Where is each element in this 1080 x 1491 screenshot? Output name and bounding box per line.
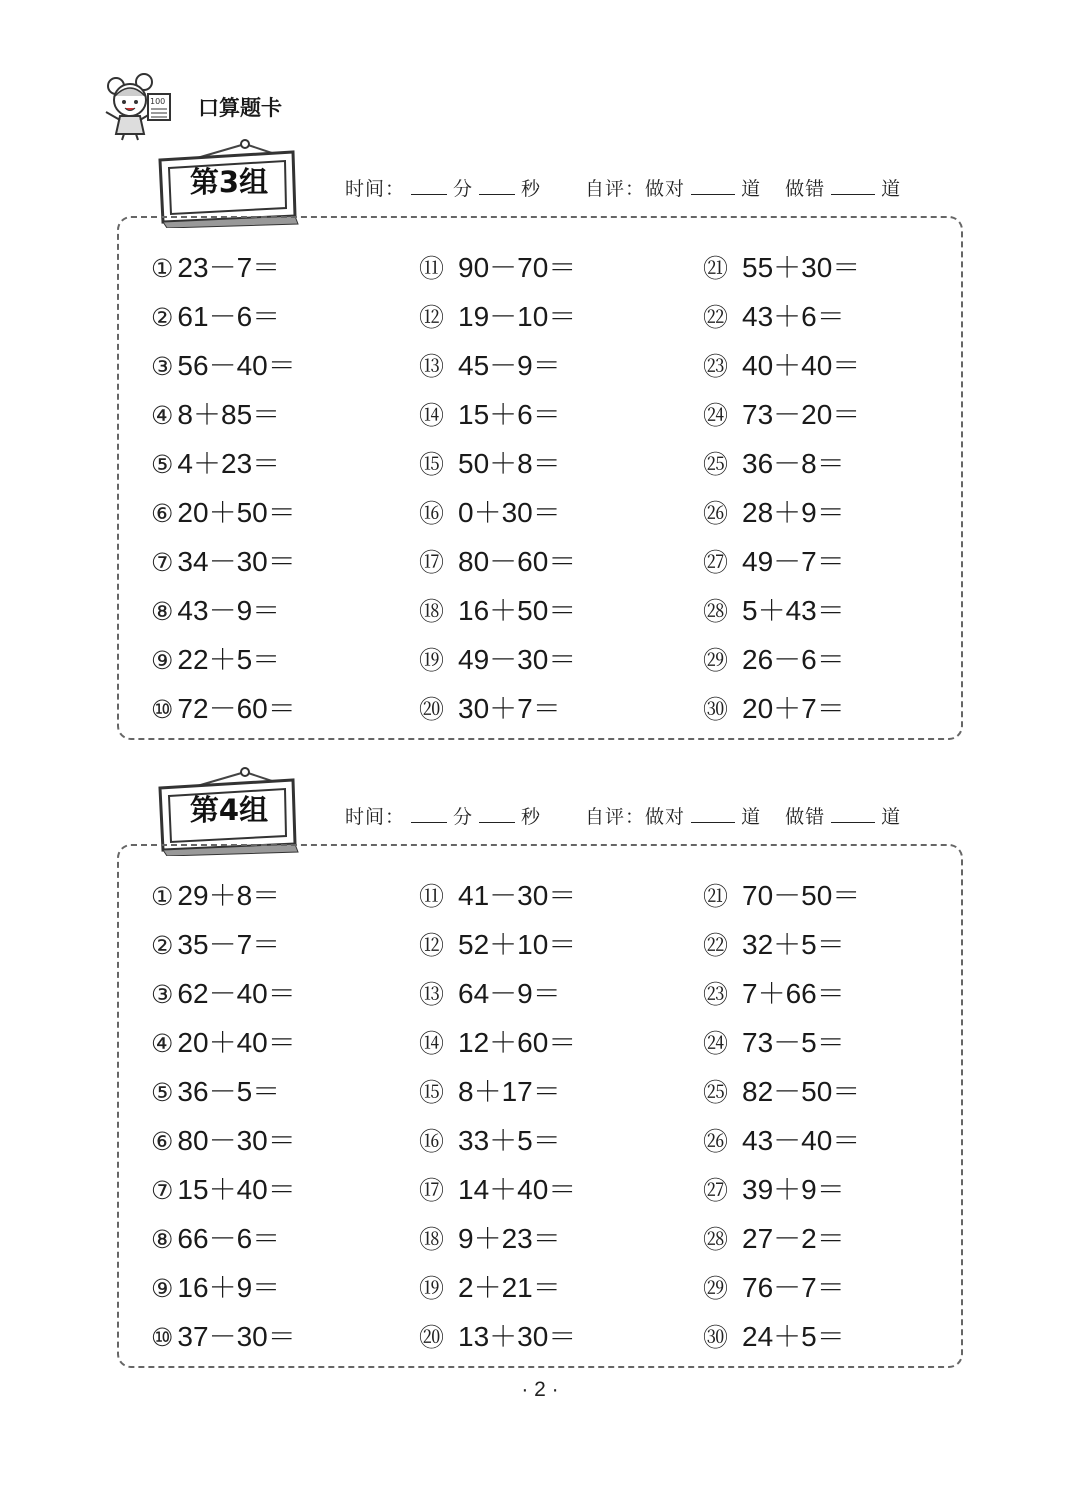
problem-item	[151, 689, 296, 738]
problem-expression: 82－50＝	[742, 1076, 861, 1107]
problem-expression: 45－9＝	[458, 350, 561, 381]
problem-expression: 49－7＝	[742, 546, 845, 577]
problem-number: ④	[151, 402, 174, 430]
problem-item	[151, 297, 296, 346]
problem-item	[151, 493, 296, 542]
problem-number: ⑧	[151, 598, 174, 626]
problem-expression: 36－8＝	[742, 448, 845, 479]
problem-expression: 36－5＝	[177, 1076, 281, 1107]
problem-number: ㉓	[703, 353, 729, 381]
problem-item	[151, 591, 296, 640]
problem-number: ⑩	[151, 696, 174, 724]
problem-expression: 40＋40＝	[742, 350, 861, 381]
problem-number: ⑥	[151, 1128, 174, 1156]
seconds-blank	[479, 180, 515, 195]
problem-expression: 12＋60＝	[458, 1027, 577, 1058]
girl-mascot-icon	[100, 72, 180, 142]
problem-item	[151, 1170, 296, 1219]
problem-number: ⑤	[151, 1079, 174, 1107]
problem-expression: 8＋17＝	[458, 1076, 561, 1107]
problem-item	[703, 346, 860, 395]
problem-number: ㉒	[703, 932, 729, 960]
seconds-label: 秒	[521, 178, 542, 200]
problem-item	[703, 395, 860, 444]
problem-item	[151, 876, 296, 925]
problem-item	[151, 974, 296, 1023]
book-title: 口算题卡	[198, 96, 282, 120]
problem-expression: 5＋43＝	[742, 595, 845, 626]
page-number: · 2 ·	[521, 1378, 559, 1401]
problem-number: ⑧	[151, 1226, 174, 1254]
problem-expression: 73－20＝	[742, 399, 861, 430]
time-label: 时间：	[345, 806, 406, 828]
problem-number: ⑤	[151, 451, 174, 479]
problem-expression: 33＋5＝	[458, 1125, 561, 1156]
problem-number: ⑮	[419, 451, 445, 479]
problem-item	[703, 925, 860, 974]
problem-expression: 29＋8＝	[177, 880, 281, 911]
problem-item	[151, 346, 296, 395]
seconds-blank	[479, 808, 515, 823]
problem-expression: 9＋23＝	[458, 1223, 561, 1254]
problem-number: ⑮	[419, 1079, 445, 1107]
problem-number: ⑬	[419, 981, 445, 1009]
problem-expression: 13＋30＝	[458, 1321, 577, 1352]
problem-item	[703, 1121, 860, 1170]
problem-item	[703, 974, 860, 1023]
problem-item	[419, 297, 576, 346]
group-title: 第4组	[189, 793, 269, 827]
problem-number: ㉖	[703, 1128, 729, 1156]
problem-expression: 8＋85＝	[177, 399, 281, 430]
problem-number: ⑳	[419, 1324, 445, 1352]
problem-item	[151, 1072, 296, 1121]
problem-item	[703, 248, 860, 297]
problem-expression: 49－30＝	[458, 644, 577, 675]
problem-number: ㉔	[703, 402, 729, 430]
problem-expression: 32＋5＝	[742, 929, 845, 960]
problem-number: ⑰	[419, 1177, 445, 1205]
wrong-label: 做错	[785, 806, 826, 828]
problem-number: ㉖	[703, 500, 729, 528]
problem-number: ㉚	[703, 696, 729, 724]
problem-item	[703, 1219, 860, 1268]
problem-item	[151, 395, 296, 444]
problem-item	[151, 1268, 296, 1317]
wrong-blank	[831, 180, 875, 195]
problem-item	[419, 974, 576, 1023]
problem-number: ②	[151, 932, 174, 960]
problem-item	[419, 640, 576, 689]
problem-expression: 24＋5＝	[742, 1321, 845, 1352]
problem-number: ⑱	[419, 598, 445, 626]
problem-item	[419, 346, 576, 395]
problem-expression: 43＋6＝	[742, 301, 845, 332]
group-title: 第3组	[189, 165, 269, 199]
problem-expression: 80－30＝	[177, 1125, 296, 1156]
minutes-blank	[411, 180, 447, 195]
problem-item	[703, 1072, 860, 1121]
problem-item	[419, 1170, 576, 1219]
problem-number: ㉘	[703, 1226, 729, 1254]
problem-expression: 43－40＝	[742, 1125, 861, 1156]
problem-number: ㉕	[703, 451, 729, 479]
problem-item	[151, 1121, 296, 1170]
problem-number: ㉗	[703, 549, 729, 577]
self-eval-label: 自评：做对	[585, 806, 686, 828]
problem-expression: 26－6＝	[742, 644, 845, 675]
problem-expression: 73－5＝	[742, 1027, 845, 1058]
group-sign	[155, 138, 300, 228]
self-eval-label: 自评：做对	[585, 178, 686, 200]
problem-number: ④	[151, 1030, 174, 1058]
problem-expression: 70－50＝	[742, 880, 861, 911]
problem-column-2	[419, 248, 576, 738]
problem-number: ⑫	[419, 932, 445, 960]
problem-number: ⑬	[419, 353, 445, 381]
problem-number: ㉔	[703, 1030, 729, 1058]
problem-item	[419, 248, 576, 297]
problem-number: ㉒	[703, 304, 729, 332]
problem-item	[151, 925, 296, 974]
problem-expression: 2＋21＝	[458, 1272, 561, 1303]
problem-item	[151, 1219, 296, 1268]
problem-expression: 20＋50＝	[177, 497, 296, 528]
problem-number: ㉚	[703, 1324, 729, 1352]
score-line	[345, 802, 901, 829]
minutes-label: 分	[453, 178, 474, 200]
problem-column-1	[151, 248, 296, 738]
problem-item	[419, 444, 576, 493]
problem-number: ㉙	[703, 1275, 729, 1303]
problem-item	[419, 1268, 576, 1317]
problem-number: ⑩	[151, 1324, 174, 1352]
problem-number: ①	[151, 883, 174, 911]
problem-item	[703, 1023, 860, 1072]
problem-number: ㉘	[703, 598, 729, 626]
problem-number: ③	[151, 353, 174, 381]
problem-number: ⑨	[151, 647, 174, 675]
problem-item	[151, 1023, 296, 1072]
problem-expression: 41－30＝	[458, 880, 577, 911]
problem-number: ⑲	[419, 1275, 445, 1303]
problem-column-2	[419, 876, 576, 1366]
problem-number: ㉗	[703, 1177, 729, 1205]
problem-item	[419, 1023, 576, 1072]
correct-blank	[691, 808, 735, 823]
correct-blank	[691, 180, 735, 195]
score-line	[345, 174, 901, 201]
minutes-label: 分	[453, 806, 474, 828]
problem-number: ㉙	[703, 647, 729, 675]
problem-item	[151, 542, 296, 591]
problem-item	[419, 591, 576, 640]
problem-item	[703, 591, 860, 640]
problem-expression: 90－70＝	[458, 252, 577, 283]
problem-expression: 61－6＝	[177, 301, 281, 332]
problem-item	[151, 248, 296, 297]
problem-number: ⑪	[419, 255, 445, 283]
problem-number: ⑨	[151, 1275, 174, 1303]
problem-expression: 35－7＝	[177, 929, 281, 960]
problem-item	[419, 542, 576, 591]
problem-expression: 15＋40＝	[177, 1174, 296, 1205]
problem-number: ⑲	[419, 647, 445, 675]
problem-number: ㉓	[703, 981, 729, 1009]
problem-expression: 22＋5＝	[177, 644, 281, 675]
problem-item	[703, 1170, 860, 1219]
problem-expression: 7＋66＝	[742, 978, 845, 1009]
minutes-blank	[411, 808, 447, 823]
problem-item	[419, 925, 576, 974]
problem-expression: 64－9＝	[458, 978, 561, 1009]
score-paper-text: 100	[150, 97, 166, 106]
problem-number: ⑥	[151, 500, 174, 528]
problem-number: ①	[151, 255, 174, 283]
problem-expression: 27－2＝	[742, 1223, 845, 1254]
seconds-label: 秒	[521, 806, 542, 828]
problem-item	[419, 1219, 576, 1268]
problem-expression: 4＋23＝	[177, 448, 281, 479]
problem-column-1	[151, 876, 296, 1366]
problem-number: ⑫	[419, 304, 445, 332]
problem-expression: 34－30＝	[177, 546, 296, 577]
correct-unit: 道	[741, 806, 762, 828]
problem-expression: 56－40＝	[177, 350, 296, 381]
problem-number: ②	[151, 304, 174, 332]
problem-number: ⑰	[419, 549, 445, 577]
problem-panel	[117, 844, 963, 1368]
problem-expression: 39＋9＝	[742, 1174, 845, 1205]
problem-number: ⑯	[419, 500, 445, 528]
problem-number: ⑯	[419, 1128, 445, 1156]
time-label: 时间：	[345, 178, 406, 200]
problem-number: ⑦	[151, 549, 174, 577]
problem-expression: 37－30＝	[177, 1321, 296, 1352]
problem-item	[703, 297, 860, 346]
problem-item	[419, 689, 576, 738]
wrong-unit: 道	[881, 178, 902, 200]
problem-number: ㉕	[703, 1079, 729, 1107]
problem-panel	[117, 216, 963, 740]
problem-item	[703, 689, 860, 738]
problem-item	[703, 444, 860, 493]
problem-number: ⑭	[419, 402, 445, 430]
problem-item	[419, 1121, 576, 1170]
problem-expression: 15＋6＝	[458, 399, 561, 430]
problem-number: ⑭	[419, 1030, 445, 1058]
correct-unit: 道	[741, 178, 762, 200]
problem-item	[419, 876, 576, 925]
problem-item	[703, 542, 860, 591]
problem-item	[703, 640, 860, 689]
problem-item	[419, 1317, 576, 1366]
problem-item	[419, 395, 576, 444]
problem-expression: 16＋50＝	[458, 595, 577, 626]
problem-expression: 72－60＝	[177, 693, 296, 724]
problem-expression: 0＋30＝	[458, 497, 561, 528]
problem-expression: 66－6＝	[177, 1223, 281, 1254]
problem-expression: 20＋40＝	[177, 1027, 296, 1058]
wrong-label: 做错	[785, 178, 826, 200]
problem-number: ⑱	[419, 1226, 445, 1254]
wrong-unit: 道	[881, 806, 902, 828]
group-sign	[155, 766, 300, 856]
problem-item	[703, 876, 860, 925]
problem-expression: 28＋9＝	[742, 497, 845, 528]
problem-expression: 20＋7＝	[742, 693, 845, 724]
problem-item	[151, 640, 296, 689]
problem-number: ㉑	[703, 883, 729, 911]
problem-expression: 55＋30＝	[742, 252, 861, 283]
problem-expression: 30＋7＝	[458, 693, 561, 724]
problem-expression: 43－9＝	[177, 595, 281, 626]
problem-item	[419, 1072, 576, 1121]
problem-expression: 52＋10＝	[458, 929, 577, 960]
problem-expression: 50＋8＝	[458, 448, 561, 479]
problem-expression: 16＋9＝	[177, 1272, 281, 1303]
problem-item	[703, 493, 860, 542]
problem-expression: 19－10＝	[458, 301, 577, 332]
problem-number: ③	[151, 981, 174, 1009]
problem-number: ⑦	[151, 1177, 174, 1205]
problem-item	[151, 444, 296, 493]
problem-item	[151, 1317, 296, 1366]
problem-column-3	[703, 876, 860, 1366]
problem-expression: 14＋40＝	[458, 1174, 577, 1205]
problem-number: ⑳	[419, 696, 445, 724]
problem-number: ⑪	[419, 883, 445, 911]
problem-expression: 62－40＝	[177, 978, 296, 1009]
problem-expression: 76－7＝	[742, 1272, 845, 1303]
problem-expression: 23－7＝	[177, 252, 281, 283]
problem-item	[419, 493, 576, 542]
problem-number: ㉑	[703, 255, 729, 283]
problem-item	[703, 1317, 860, 1366]
problem-item	[703, 1268, 860, 1317]
problem-expression: 80－60＝	[458, 546, 577, 577]
problem-column-3	[703, 248, 860, 738]
wrong-blank	[831, 808, 875, 823]
